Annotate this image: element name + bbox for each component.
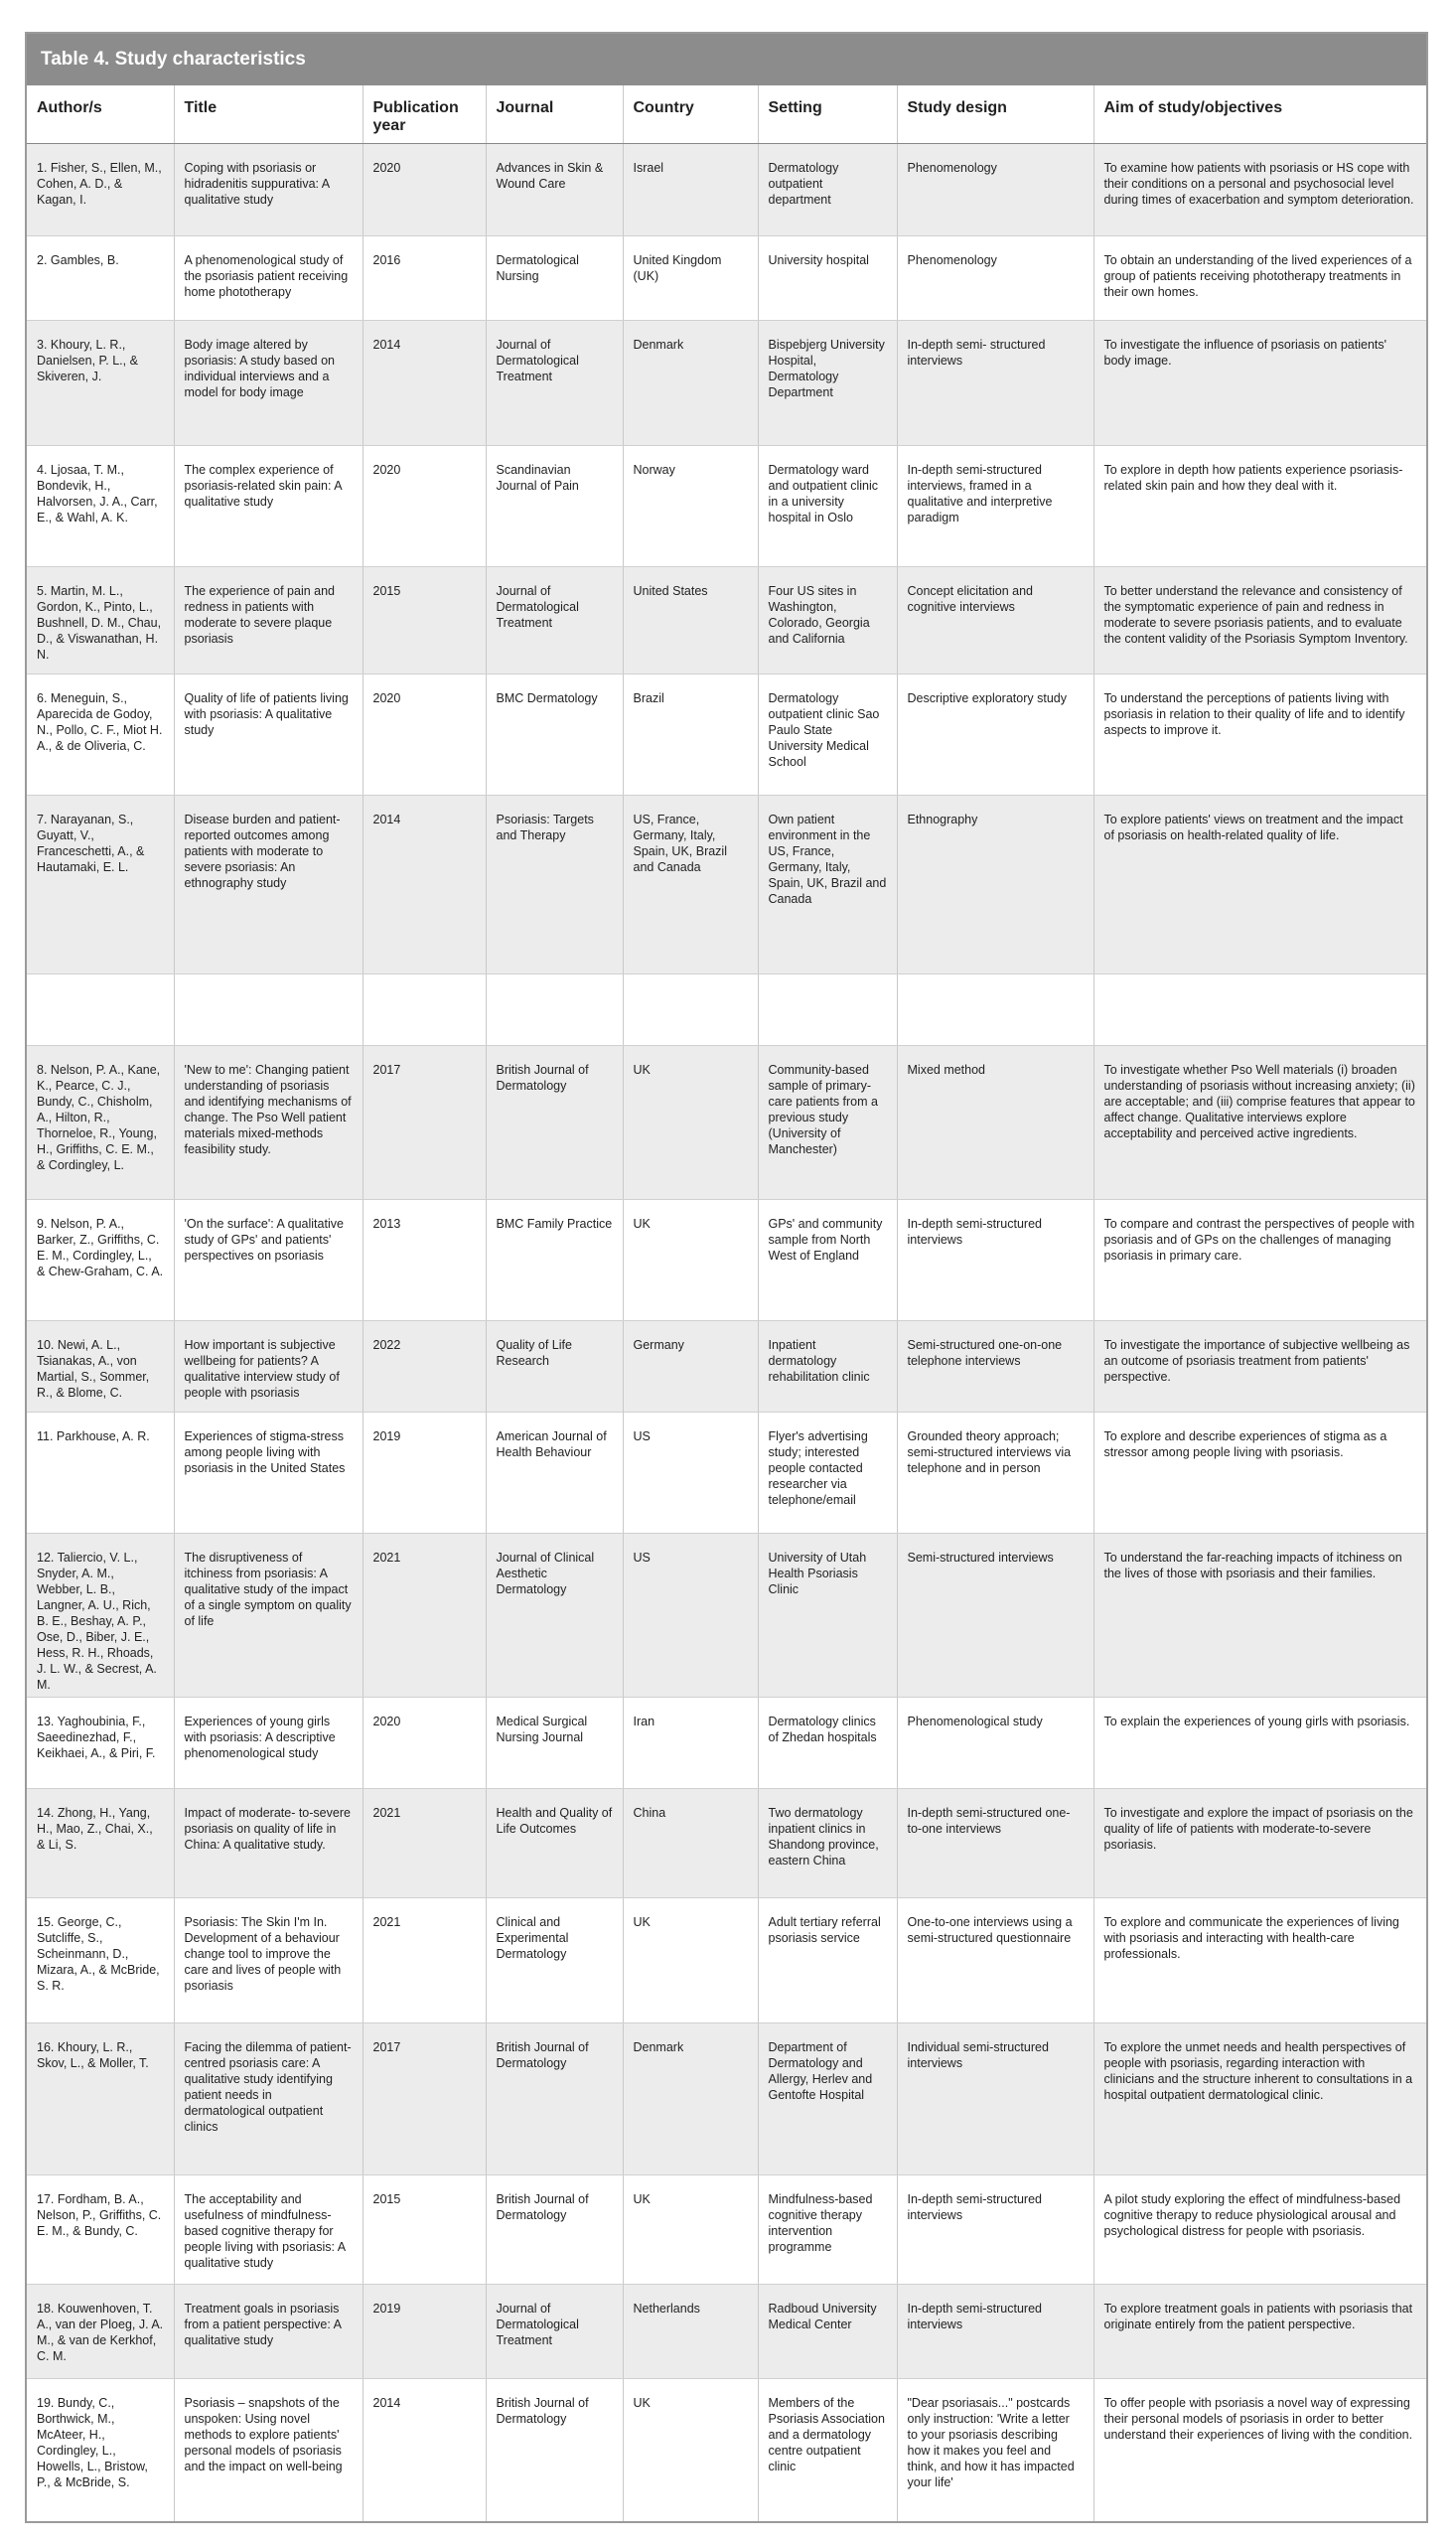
cell-aim: To explain the experiences of young girls with psoriasis. xyxy=(1093,1698,1426,1789)
cell-year: 2017 xyxy=(363,1046,486,1200)
cell-journal: British Journal of Dermatology xyxy=(486,1046,623,1200)
cell-authors: 16. Khoury, L. R., Skov, L., & Moller, T. xyxy=(27,2023,174,2175)
col-header-journal: Journal xyxy=(486,85,623,144)
cell-country: Brazil xyxy=(623,674,758,796)
col-header-setting: Setting xyxy=(758,85,897,144)
cell-design: Ethnography xyxy=(897,796,1093,974)
col-header-study-design: Study design xyxy=(897,85,1093,144)
cell-aim xyxy=(1093,974,1426,1046)
cell-country: Denmark xyxy=(623,2023,758,2175)
cell-year: 2015 xyxy=(363,567,486,674)
table-row xyxy=(27,1698,1426,1789)
cell-journal: Advances in Skin & Wound Care xyxy=(486,144,623,236)
cell-setting: Two dermatology inpatient clinics in Shandong province, eastern China xyxy=(758,1789,897,1898)
cell-country: Iran xyxy=(623,1698,758,1789)
cell-setting: Radboud University Medical Center xyxy=(758,2285,897,2379)
cell-title: The acceptability and usefulness of mindfulness-based cognitive therapy for people living with psoriasis: A qualitative study xyxy=(174,2175,363,2285)
table-row xyxy=(27,1200,1426,1321)
cell-year: 2019 xyxy=(363,2285,486,2379)
table-row xyxy=(27,236,1426,321)
cell-authors: 3. Khoury, L. R., Danielsen, P. L., & Skiveren, J. xyxy=(27,321,174,446)
cell-setting: Dermatology clinics of Zhedan hospitals xyxy=(758,1698,897,1789)
cell-title: A phenomenological study of the psoriasis patient receiving home phototherapy xyxy=(174,236,363,321)
cell-title: 'New to me': Changing patient understanding of psoriasis and identifying mechanisms of change. The Pso Well patient materials mixed-methods feasibility study. xyxy=(174,1046,363,1200)
cell-title xyxy=(174,974,363,1046)
cell-aim: To better understand the relevance and consistency of the symptomatic experience of pain and redness in moderate to severe psoriasis patients, and to evaluate the content validity of the Psoriasis Symptom Inventory. xyxy=(1093,567,1426,674)
cell-title: The complex experience of psoriasis-related skin pain: A qualitative study xyxy=(174,446,363,567)
cell-aim: To investigate whether Pso Well materials (i) broaden understanding of psoriasis without increasing anxiety; (ii) are acceptable; and (iii) comprise features that appear to affect change. Qualitative interviews explore acceptability and perceived active ingredients. xyxy=(1093,1046,1426,1200)
cell-aim: To explore treatment goals in patients with psoriasis that originate entirely from the patient perspective. xyxy=(1093,2285,1426,2379)
cell-country: US xyxy=(623,1413,758,1534)
cell-authors xyxy=(27,974,174,1046)
cell-country: US, France, Germany, Italy, Spain, UK, Brazil and Canada xyxy=(623,796,758,974)
cell-journal: British Journal of Dermatology xyxy=(486,2379,623,2524)
cell-aim: A pilot study exploring the effect of mindfulness-based cognitive therapy to reduce physiological arousal and psychological distress for people with psoriasis. xyxy=(1093,2175,1426,2285)
cell-setting: Mindfulness-based cognitive therapy intervention programme xyxy=(758,2175,897,2285)
cell-design: Phenomenological study xyxy=(897,1698,1093,1789)
cell-authors: 19. Bundy, C., Borthwick, M., McAteer, H., Cordingley, L., Howells, L., Bristow, P., & McBride, S. xyxy=(27,2379,174,2524)
cell-design: Descriptive exploratory study xyxy=(897,674,1093,796)
cell-setting: Community-based sample of primary-care patients from a previous study (University of Manchester) xyxy=(758,1046,897,1200)
cell-setting: Adult tertiary referral psoriasis service xyxy=(758,1898,897,2023)
cell-aim: To explore patients' views on treatment and the impact of psoriasis on health-related quality of life. xyxy=(1093,796,1426,974)
cell-aim: To compare and contrast the perspectives of people with psoriasis and of GPs on the challenges of managing psoriasis in primary care. xyxy=(1093,1200,1426,1321)
cell-title: The disruptiveness of itchiness from psoriasis: A qualitative study of the impact of a single symptom on quality of life xyxy=(174,1534,363,1698)
cell-aim: To understand the far-reaching impacts of itchiness on the lives of those with psoriasis and their families. xyxy=(1093,1534,1426,1698)
cell-year: 2020 xyxy=(363,1698,486,1789)
cell-title: The experience of pain and redness in patients with moderate to severe plaque psoriasis xyxy=(174,567,363,674)
cell-authors: 7. Narayanan, S., Guyatt, V., Franceschetti, A., & Hautamaki, E. L. xyxy=(27,796,174,974)
cell-aim: To investigate and explore the impact of psoriasis on the quality of life of patients with moderate-to-severe psoriasis. xyxy=(1093,1789,1426,1898)
cell-year: 2021 xyxy=(363,1789,486,1898)
cell-design: One-to-one interviews using a semi-structured questionnaire xyxy=(897,1898,1093,2023)
cell-setting: Dermatology ward and outpatient clinic in a university hospital in Oslo xyxy=(758,446,897,567)
table-title: Table 4. Study characteristics xyxy=(27,34,1426,85)
table-row xyxy=(27,1534,1426,1698)
cell-journal: British Journal of Dermatology xyxy=(486,2175,623,2285)
cell-title: Body image altered by psoriasis: A study based on individual interviews and a model for body image xyxy=(174,321,363,446)
cell-journal: Scandinavian Journal of Pain xyxy=(486,446,623,567)
cell-setting: University hospital xyxy=(758,236,897,321)
cell-aim: To explore and communicate the experiences of living with psoriasis and interacting with health-care professionals. xyxy=(1093,1898,1426,2023)
cell-authors: 18. Kouwenhoven, T. A., van der Ploeg, J. A. M., & van de Kerkhof, C. M. xyxy=(27,2285,174,2379)
cell-journal: Psoriasis: Targets and Therapy xyxy=(486,796,623,974)
cell-country: United Kingdom (UK) xyxy=(623,236,758,321)
cell-title: Psoriasis – snapshots of the unspoken: Using novel methods to explore patients' personal models of psoriasis and the impact on well-being xyxy=(174,2379,363,2524)
cell-year: 2021 xyxy=(363,1898,486,2023)
table-row xyxy=(27,1898,1426,2023)
cell-aim: To investigate the influence of psoriasis on patients' body image. xyxy=(1093,321,1426,446)
table-row xyxy=(27,796,1426,974)
cell-country: Norway xyxy=(623,446,758,567)
cell-title: Quality of life of patients living with psoriasis: A qualitative study xyxy=(174,674,363,796)
cell-setting: Bispebjerg University Hospital, Dermatology Department xyxy=(758,321,897,446)
cell-journal: BMC Dermatology xyxy=(486,674,623,796)
cell-design: In-depth semi-structured interviews xyxy=(897,1200,1093,1321)
cell-title: Experiences of young girls with psoriasis: A descriptive phenomenological study xyxy=(174,1698,363,1789)
col-header-publication-year: Publication year xyxy=(363,85,486,144)
cell-journal: British Journal of Dermatology xyxy=(486,2023,623,2175)
table-row xyxy=(27,2379,1426,2524)
cell-title: Experiences of stigma-stress among people living with psoriasis in the United States xyxy=(174,1413,363,1534)
cell-year: 2020 xyxy=(363,446,486,567)
cell-country: China xyxy=(623,1789,758,1898)
cell-country: UK xyxy=(623,1200,758,1321)
cell-journal xyxy=(486,974,623,1046)
cell-setting: Department of Dermatology and Allergy, Herlev and Gentofte Hospital xyxy=(758,2023,897,2175)
cell-country: UK xyxy=(623,1898,758,2023)
cell-authors: 14. Zhong, H., Yang, H., Mao, Z., Chai, X., & Li, S. xyxy=(27,1789,174,1898)
table-row xyxy=(27,446,1426,567)
cell-authors: 6. Meneguin, S., Aparecida de Godoy, N., Pollo, C. F., Miot H. A., & de Oliveria, C. xyxy=(27,674,174,796)
cell-journal: Health and Quality of Life Outcomes xyxy=(486,1789,623,1898)
cell-journal: Clinical and Experimental Dermatology xyxy=(486,1898,623,2023)
cell-journal: BMC Family Practice xyxy=(486,1200,623,1321)
cell-journal: Dermatological Nursing xyxy=(486,236,623,321)
cell-aim: To offer people with psoriasis a novel way of expressing their personal models of psoriasis in order to better understand their experiences of living with the condition. xyxy=(1093,2379,1426,2524)
table-row xyxy=(27,2285,1426,2379)
cell-year: 2017 xyxy=(363,2023,486,2175)
cell-journal: Journal of Clinical Aesthetic Dermatology xyxy=(486,1534,623,1698)
cell-authors: 13. Yaghoubinia, F., Saeedinezhad, F., Keikhaei, A., & Piri, F. xyxy=(27,1698,174,1789)
col-header-aim: Aim of study/objectives xyxy=(1093,85,1426,144)
cell-title: 'On the surface': A qualitative study of GPs' and patients' perspectives on psoriasis xyxy=(174,1200,363,1321)
cell-year: 2022 xyxy=(363,1321,486,1413)
cell-setting: Inpatient dermatology rehabilitation clinic xyxy=(758,1321,897,1413)
cell-year: 2013 xyxy=(363,1200,486,1321)
table-row xyxy=(27,2175,1426,2285)
cell-country: UK xyxy=(623,2175,758,2285)
cell-year: 2019 xyxy=(363,1413,486,1534)
cell-setting: Own patient environment in the US, France, Germany, Italy, Spain, UK, Brazil and Canada xyxy=(758,796,897,974)
cell-year: 2020 xyxy=(363,144,486,236)
cell-design: Phenomenology xyxy=(897,236,1093,321)
cell-design: Semi-structured interviews xyxy=(897,1534,1093,1698)
cell-aim: To examine how patients with psoriasis or HS cope with their conditions on a personal and psychosocial level during times of exacerbation and symptom deterioration. xyxy=(1093,144,1426,236)
cell-aim: To investigate the importance of subjective wellbeing as an outcome of psoriasis treatment from patients' perspective. xyxy=(1093,1321,1426,1413)
cell-design: In-depth semi- structured interviews xyxy=(897,321,1093,446)
cell-country: Netherlands xyxy=(623,2285,758,2379)
cell-country: Germany xyxy=(623,1321,758,1413)
cell-journal: Medical Surgical Nursing Journal xyxy=(486,1698,623,1789)
table-row xyxy=(27,974,1426,1046)
cell-setting xyxy=(758,974,897,1046)
cell-design: In-depth semi-structured interviews xyxy=(897,2285,1093,2379)
cell-journal: Quality of Life Research xyxy=(486,1321,623,1413)
cell-design: In-depth semi-structured one-to-one interviews xyxy=(897,1789,1093,1898)
cell-design: Semi-structured one-on-one telephone interviews xyxy=(897,1321,1093,1413)
cell-design: Grounded theory approach; semi-structured interviews via telephone and in person xyxy=(897,1413,1093,1534)
cell-title: How important is subjective wellbeing for patients? A qualitative interview study of people with psoriasis xyxy=(174,1321,363,1413)
cell-authors: 9. Nelson, P. A., Barker, Z., Griffiths, C. E. M., Cordingley, L., & Chew-Graham, C. A. xyxy=(27,1200,174,1321)
table-row xyxy=(27,144,1426,236)
cell-title: Coping with psoriasis or hidradenitis suppurativa: A qualitative study xyxy=(174,144,363,236)
table-container xyxy=(25,32,1428,2523)
cell-journal: Journal of Dermatological Treatment xyxy=(486,321,623,446)
table-row xyxy=(27,1413,1426,1534)
cell-year: 2014 xyxy=(363,2379,486,2524)
cell-title: Psoriasis: The Skin I'm In. Development of a behaviour change tool to improve the care and lives of people with psoriasis xyxy=(174,1898,363,2023)
cell-design xyxy=(897,974,1093,1046)
cell-country: US xyxy=(623,1534,758,1698)
cell-authors: 5. Martin, M. L., Gordon, K., Pinto, L., Bushnell, D. M., Chau, D., & Viswanathan, H. N. xyxy=(27,567,174,674)
cell-authors: 15. George, C., Sutcliffe, S., Scheinmann, D., Mizara, A., & McBride, S. R. xyxy=(27,1898,174,2023)
cell-aim: To understand the perceptions of patients living with psoriasis in relation to their quality of life and to identify aspects to improve it. xyxy=(1093,674,1426,796)
cell-year xyxy=(363,974,486,1046)
table-row xyxy=(27,321,1426,446)
cell-journal: American Journal of Health Behaviour xyxy=(486,1413,623,1534)
cell-design: "Dear psoriasais..." postcards only instruction: 'Write a letter to your psoriasis describing how it makes you feel and think, and how it has impacted your life' xyxy=(897,2379,1093,2524)
cell-setting: Dermatology outpatient clinic Sao Paulo State University Medical School xyxy=(758,674,897,796)
col-header-country: Country xyxy=(623,85,758,144)
cell-year: 2015 xyxy=(363,2175,486,2285)
cell-country: UK xyxy=(623,1046,758,1200)
cell-setting: University of Utah Health Psoriasis Clinic xyxy=(758,1534,897,1698)
cell-design: Phenomenology xyxy=(897,144,1093,236)
cell-design: Individual semi-structured interviews xyxy=(897,2023,1093,2175)
cell-design: In-depth semi-structured interviews, framed in a qualitative and interpretive paradigm xyxy=(897,446,1093,567)
cell-setting: Flyer's advertising study; interested people contacted researcher via telephone/email xyxy=(758,1413,897,1534)
cell-title: Facing the dilemma of patient-centred psoriasis care: A qualitative study identifying patient needs in dermatological outpatient clinics xyxy=(174,2023,363,2175)
cell-setting: Members of the Psoriasis Association and a dermatology centre outpatient clinic xyxy=(758,2379,897,2524)
cell-country: United States xyxy=(623,567,758,674)
header-row xyxy=(27,85,1426,144)
table-row xyxy=(27,1321,1426,1413)
cell-country: UK xyxy=(623,2379,758,2524)
cell-country: Israel xyxy=(623,144,758,236)
cell-authors: 2. Gambles, B. xyxy=(27,236,174,321)
cell-authors: 10. Newi, A. L., Tsianakas, A., von Martial, S., Sommer, R., & Blome, C. xyxy=(27,1321,174,1413)
cell-year: 2016 xyxy=(363,236,486,321)
cell-year: 2014 xyxy=(363,796,486,974)
cell-aim: To explore and describe experiences of stigma as a stressor among people living with psoriasis. xyxy=(1093,1413,1426,1534)
cell-setting: GPs' and community sample from North West of England xyxy=(758,1200,897,1321)
cell-title: Impact of moderate- to-severe psoriasis on quality of life in China: A qualitative study. xyxy=(174,1789,363,1898)
cell-aim: To obtain an understanding of the lived experiences of a group of patients receiving phototherapy treatments in their own homes. xyxy=(1093,236,1426,321)
cell-design: In-depth semi-structured interviews xyxy=(897,2175,1093,2285)
col-header-title: Title xyxy=(174,85,363,144)
cell-design: Concept elicitation and cognitive interviews xyxy=(897,567,1093,674)
study-characteristics-table xyxy=(27,85,1426,2523)
cell-year: 2020 xyxy=(363,674,486,796)
cell-setting: Dermatology outpatient department xyxy=(758,144,897,236)
cell-authors: 1. Fisher, S., Ellen, M., Cohen, A. D., & Kagan, I. xyxy=(27,144,174,236)
cell-aim: To explore the unmet needs and health perspectives of people with psoriasis, regarding interaction with clinicians and the structure inherent to consultations in a hospital outpatient dermatological clinic. xyxy=(1093,2023,1426,2175)
cell-aim: To explore in depth how patients experience psoriasis-related skin pain and how they deal with it. xyxy=(1093,446,1426,567)
cell-journal: Journal of Dermatological Treatment xyxy=(486,567,623,674)
cell-journal: Journal of Dermatological Treatment xyxy=(486,2285,623,2379)
cell-title: Disease burden and patient-reported outcomes among patients with moderate to severe psoriasis: An ethnography study xyxy=(174,796,363,974)
cell-authors: 8. Nelson, P. A., Kane, K., Pearce, C. J., Bundy, C., Chisholm, A., Hilton, R., Thorneloe, R., Young, H., Griffiths, C. E. M., & Cordingley, L. xyxy=(27,1046,174,1200)
table-row xyxy=(27,567,1426,674)
table-row xyxy=(27,2023,1426,2175)
cell-setting: Four US sites in Washington, Colorado, Georgia and California xyxy=(758,567,897,674)
cell-authors: 12. Taliercio, V. L., Snyder, A. M., Webber, L. B., Langner, A. U., Rich, B. E., Beshay, A. P., Ose, D., Biber, J. E., Hess, R. H., Rhoads, J. L. W., & Secrest, A. M. xyxy=(27,1534,174,1698)
col-header-authors: Author/s xyxy=(27,85,174,144)
table-row xyxy=(27,674,1426,796)
cell-country: Denmark xyxy=(623,321,758,446)
cell-authors: 11. Parkhouse, A. R. xyxy=(27,1413,174,1534)
cell-design: Mixed method xyxy=(897,1046,1093,1200)
cell-year: 2014 xyxy=(363,321,486,446)
table-row xyxy=(27,1046,1426,1200)
cell-title: Treatment goals in psoriasis from a patient perspective: A qualitative study xyxy=(174,2285,363,2379)
cell-authors: 17. Fordham, B. A., Nelson, P., Griffiths, C. E. M., & Bundy, C. xyxy=(27,2175,174,2285)
cell-authors: 4. Ljosaa, T. M., Bondevik, H., Halvorsen, J. A., Carr, E., & Wahl, A. K. xyxy=(27,446,174,567)
cell-year: 2021 xyxy=(363,1534,486,1698)
cell-country xyxy=(623,974,758,1046)
table-row xyxy=(27,1789,1426,1898)
